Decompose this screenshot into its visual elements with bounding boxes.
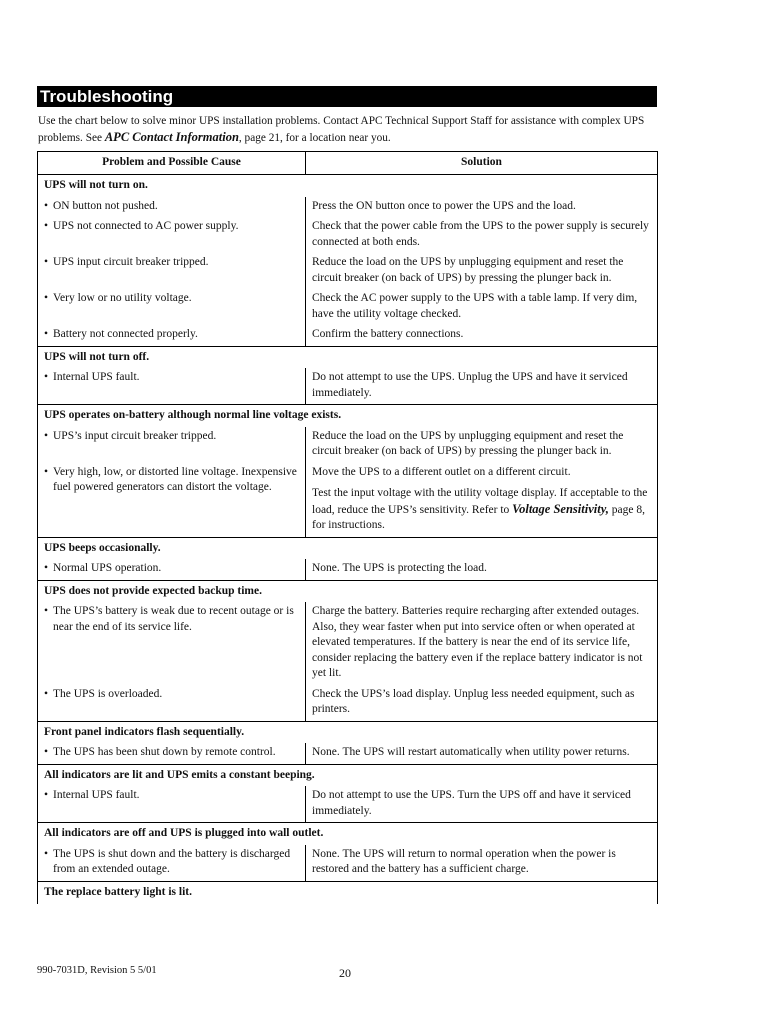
- problem-cell: • Normal UPS operation.: [38, 559, 306, 580]
- intro-text-end: , page 21, for a location near you.: [238, 132, 391, 144]
- solution-cell: None. The UPS is protecting the load.: [306, 559, 658, 580]
- table-row: [38, 845, 658, 882]
- solution-cell: None. The UPS will restart automatically when utility power returns.: [306, 743, 658, 764]
- solution-cell: None. The UPS will return to normal operation when the power is restored and the battery has a sufficient charge.: [306, 845, 658, 882]
- section-heading: Troubleshooting: [37, 86, 657, 107]
- table-row: [38, 743, 658, 764]
- problem-cell: • The UPS has been shut down by remote control.: [38, 743, 306, 764]
- table-row: [38, 325, 658, 346]
- table-header-row: [38, 152, 658, 175]
- group-title: All indicators are lit and UPS emits a constant beeping.: [38, 764, 658, 786]
- table-row: [38, 197, 658, 218]
- solution-cell: Do not attempt to use the UPS. Turn the UPS off and have it serviced immediately.: [306, 786, 658, 823]
- problem-column-header: Problem and Possible Cause: [38, 152, 306, 175]
- problem-cell: • The UPS is shut down and the battery is discharged from an extended outage.: [38, 845, 306, 882]
- table-row: [38, 427, 658, 463]
- contact-info-reference: APC Contact Information: [104, 130, 239, 144]
- problem-cell: • UPS input circuit breaker tripped.: [38, 253, 306, 289]
- group-title: All indicators are off and UPS is plugged into wall outlet.: [38, 823, 658, 845]
- table-row: [38, 559, 658, 580]
- solution-cell: Check the UPS’s load display. Unplug less needed equipment, such as printers.: [306, 685, 658, 722]
- page-number: 20: [339, 966, 351, 980]
- solution-cell: Charge the battery. Batteries require recharging after extended outages. Also, they wear faster when put into service often or when operated at elevated temperatures. If the battery is near the end of its service life, consider replacing the battery even if the replace battery indicator is not yet lit.: [306, 602, 658, 685]
- problem-cell: • Very low or no utility voltage.: [38, 289, 306, 325]
- table-row: [38, 217, 658, 253]
- solution-cell: Reduce the load on the UPS by unplugging equipment and reset the circuit breaker (on back of UPS) by pressing the plunger back in.: [306, 427, 658, 463]
- table-row: [38, 602, 658, 685]
- group-title: UPS will not turn off.: [38, 346, 658, 368]
- problem-cell: • Battery not connected properly.: [38, 325, 306, 346]
- group-title: The replace battery light is lit.: [38, 881, 658, 904]
- table-row: [38, 253, 658, 289]
- solution-cell: Check that the power cable from the UPS to the power supply is securely connected at both ends.: [306, 217, 658, 253]
- problem-cell: • The UPS is overloaded.: [38, 685, 306, 722]
- solution-cell: Do not attempt to use the UPS. Unplug the UPS and have it serviced immediately.: [306, 368, 658, 405]
- table-row: [38, 463, 658, 538]
- problem-cell: • Very high, low, or distorted line voltage. Inexpensive fuel powered generators can distort the voltage.: [38, 463, 306, 538]
- solution-line: Test the input voltage with the utility voltage display. If acceptable to the load, reduce the UPS’s sensitivity. Refer to Voltage Sensitivity, page 8, for instructions.: [312, 487, 648, 531]
- solution-cell: Confirm the battery connections.: [306, 325, 658, 346]
- problem-cell: • Internal UPS fault.: [38, 786, 306, 823]
- group-title: UPS does not provide expected backup time.: [38, 580, 658, 602]
- table-row: [38, 685, 658, 722]
- problem-cell: • Internal UPS fault.: [38, 368, 306, 405]
- group-title: UPS beeps occasionally.: [38, 537, 658, 559]
- troubleshooting-table: [37, 151, 658, 904]
- intro-text: Use the chart below to solve minor UPS installation problems. Contact APC Technical Support Staff for assistance with complex UPS problems. See: [38, 115, 645, 144]
- problem-cell: • UPS’s input circuit breaker tripped.: [38, 427, 306, 463]
- table-row: [38, 786, 658, 823]
- solution-column-header: Solution: [306, 152, 658, 175]
- intro-paragraph: [38, 113, 658, 146]
- problem-cell: • ON button not pushed.: [38, 197, 306, 218]
- solution-cell: Press the ON button once to power the UPS and the load.: [306, 197, 658, 218]
- problem-cell: • The UPS’s battery is weak due to recent outage or is near the end of its service life.: [38, 602, 306, 685]
- voltage-sensitivity-reference: Voltage Sensitivity,: [512, 501, 609, 516]
- solution-line: Move the UPS to a different outlet on a different circuit.: [312, 465, 571, 478]
- group-title: UPS will not turn on.: [38, 175, 658, 197]
- document-revision: 990-7031D, Revision 5 5/01: [37, 965, 157, 976]
- problem-cell: • UPS not connected to AC power supply.: [38, 217, 306, 253]
- table-row: [38, 289, 658, 325]
- group-title: UPS operates on-battery although normal line voltage exists.: [38, 405, 658, 427]
- solution-cell: Reduce the load on the UPS by unplugging equipment and reset the circuit breaker (on back of UPS) by pressing the plunger back in.: [306, 253, 658, 289]
- group-title: Front panel indicators flash sequentially.: [38, 721, 658, 743]
- solution-cell: [306, 463, 658, 538]
- solution-cell: Check the AC power supply to the UPS with a table lamp. If very dim, have the utility voltage checked.: [306, 289, 658, 325]
- table-row: [38, 368, 658, 405]
